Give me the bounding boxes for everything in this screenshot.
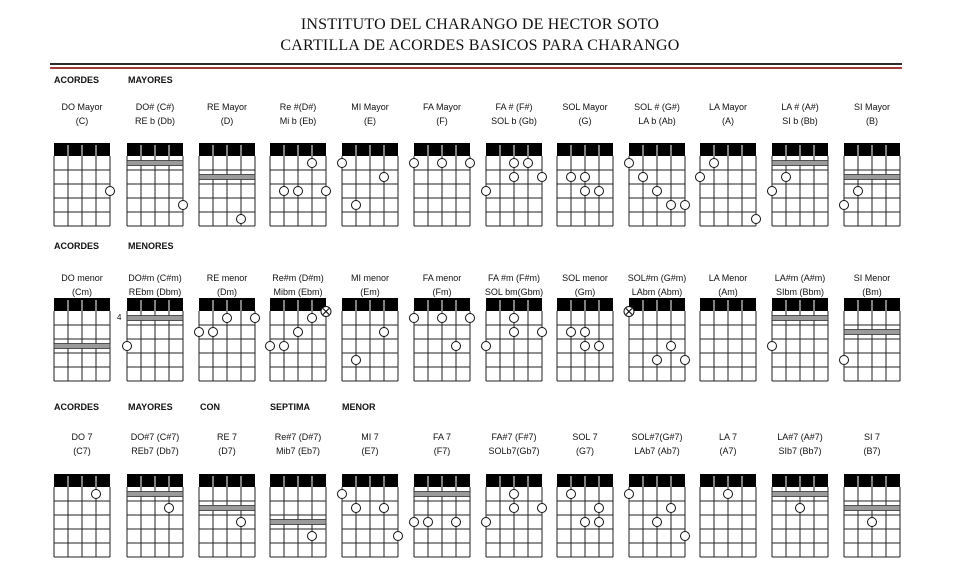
chord-name: FA 7 xyxy=(432,432,451,442)
chord-diagram xyxy=(341,474,399,559)
finger-dot xyxy=(524,159,533,168)
chord-name: LA 7 xyxy=(718,432,738,442)
chord-name: SOL#m (G#m) xyxy=(627,273,687,283)
finger-dot xyxy=(510,173,519,182)
finger-dot xyxy=(581,173,590,182)
chord-alt-name: Mi b (Eb) xyxy=(279,116,317,126)
finger-dot xyxy=(338,159,347,168)
chord-alt-name: (D7) xyxy=(218,446,236,456)
finger-dot xyxy=(595,518,604,527)
section-header: ACORDES xyxy=(54,402,100,412)
chord-diagram xyxy=(198,474,256,559)
finger-dot xyxy=(510,328,519,337)
chord-name: RE 7 xyxy=(216,432,237,442)
muted-string-mark xyxy=(321,307,331,317)
finger-dot xyxy=(782,173,791,182)
barre-bar xyxy=(199,175,255,180)
finger-dot xyxy=(567,173,576,182)
finger-dot xyxy=(653,356,662,365)
finger-dot xyxy=(482,518,491,527)
chord-diagram xyxy=(556,143,614,228)
chord-name: LA # (A#) xyxy=(781,102,819,112)
finger-dot xyxy=(280,187,289,196)
finger-dot xyxy=(510,159,519,168)
chord-diagram xyxy=(699,143,757,228)
section-header: MENORES xyxy=(128,241,174,251)
divider-dark xyxy=(50,63,902,65)
finger-dot xyxy=(625,159,634,168)
chord-diagram xyxy=(341,298,399,383)
chord-diagram xyxy=(126,143,184,228)
chord-diagram xyxy=(485,474,543,559)
fret-number: 4 xyxy=(117,313,122,322)
chord-alt-name: LAbm (Abm) xyxy=(631,287,683,297)
finger-dot xyxy=(338,490,347,499)
finger-dot xyxy=(581,342,590,351)
finger-dot xyxy=(223,314,232,323)
chord-diagram xyxy=(843,143,901,228)
chord-alt-name: REb7 (Db7) xyxy=(131,446,179,456)
finger-dot xyxy=(92,490,101,499)
chord-alt-name: Mib7 (Eb7) xyxy=(275,446,320,456)
chord-alt-name: (B) xyxy=(866,116,878,126)
finger-dot xyxy=(538,173,547,182)
chord-alt-name: (Cm) xyxy=(72,287,92,297)
finger-dot xyxy=(538,328,547,337)
chord-name: DO menor xyxy=(61,273,103,283)
chord-diagram xyxy=(556,474,614,559)
finger-dot xyxy=(681,201,690,210)
section-header: ACORDES xyxy=(54,75,100,85)
chord-diagram xyxy=(198,143,256,228)
finger-dot xyxy=(595,342,604,351)
chord-alt-name: SOL b (Gb) xyxy=(491,116,537,126)
chord-alt-name: (C7) xyxy=(73,446,91,456)
finger-dot xyxy=(639,173,648,182)
chord-alt-name: (Dm) xyxy=(217,287,237,297)
chord-name: SOL 7 xyxy=(572,432,598,442)
chord-name: FA menor xyxy=(422,273,462,283)
chord-diagram xyxy=(771,298,829,383)
finger-dot xyxy=(667,342,676,351)
section-header: MENOR xyxy=(342,402,376,412)
chord-alt-name: Mibm (Ebm) xyxy=(273,287,323,297)
finger-dot xyxy=(581,328,590,337)
finger-dot xyxy=(380,173,389,182)
finger-dot xyxy=(653,518,662,527)
chord-alt-name: (D) xyxy=(220,116,234,126)
chord-name: FA#7 (F#7) xyxy=(491,432,537,442)
chord-name: MI 7 xyxy=(361,432,379,442)
finger-dot xyxy=(280,342,289,351)
chord-alt-name: (F) xyxy=(436,116,448,126)
section-header: MAYORES xyxy=(128,402,173,412)
finger-dot xyxy=(667,201,676,210)
barre-bar xyxy=(54,344,110,349)
chord-name: MI menor xyxy=(350,273,389,283)
finger-dot xyxy=(482,342,491,351)
chord-alt-name: SOLb7(Gb7) xyxy=(488,446,540,456)
chord-diagram xyxy=(628,143,686,228)
chord-alt-name: REbm (Dbm) xyxy=(128,287,182,297)
chord-name: SI Menor xyxy=(853,273,891,283)
barre-bar xyxy=(127,492,183,497)
chord-diagram xyxy=(628,298,686,383)
finger-dot xyxy=(466,159,475,168)
chord-name: LA Menor xyxy=(708,273,748,283)
chord-alt-name: (A) xyxy=(722,116,734,126)
finger-dot xyxy=(868,518,877,527)
chord-alt-name: (Fm) xyxy=(432,287,452,297)
chord-alt-name: (Gm) xyxy=(574,287,596,297)
finger-dot xyxy=(538,504,547,513)
chord-diagram xyxy=(126,474,184,559)
chord-alt-name: (A7) xyxy=(719,446,737,456)
barre-bar xyxy=(127,161,183,166)
chord-diagram xyxy=(413,474,471,559)
chord-name: SI 7 xyxy=(863,432,880,442)
chord-diagram xyxy=(843,298,901,383)
chord-diagram xyxy=(771,143,829,228)
chord-name: FA #m (F#m) xyxy=(487,273,540,283)
finger-dot xyxy=(380,504,389,513)
finger-dot xyxy=(438,159,447,168)
chord-name: SOL#7(G#7) xyxy=(631,432,683,442)
finger-dot xyxy=(294,328,303,337)
finger-dot xyxy=(581,518,590,527)
chord-name: SI Mayor xyxy=(853,102,890,112)
section-header: MAYORES xyxy=(128,75,173,85)
finger-dot xyxy=(237,518,246,527)
chord-alt-name: (C) xyxy=(75,116,89,126)
finger-dot xyxy=(840,356,849,365)
chord-alt-name: (F7) xyxy=(433,446,451,456)
finger-dot xyxy=(796,504,805,513)
finger-dot xyxy=(667,504,676,513)
finger-dot xyxy=(352,356,361,365)
barre-bar xyxy=(844,175,900,180)
page-title: INSTITUTO DEL CHARANGO DE HECTOR SOTO xyxy=(300,16,660,33)
finger-dot xyxy=(510,314,519,323)
finger-dot xyxy=(380,328,389,337)
chord-name: Re#m (D#m) xyxy=(272,273,324,283)
chord-alt-name: (E) xyxy=(364,116,376,126)
chord-diagram xyxy=(413,143,471,228)
barre-bar xyxy=(844,330,900,335)
finger-dot xyxy=(308,159,317,168)
finger-dot xyxy=(482,187,491,196)
chord-diagram xyxy=(485,143,543,228)
finger-dot xyxy=(294,187,303,196)
finger-dot xyxy=(625,490,634,499)
barre-bar xyxy=(772,316,828,321)
chord-diagram xyxy=(413,298,471,383)
finger-dot xyxy=(410,518,419,527)
chord-diagram xyxy=(628,474,686,559)
divider-red xyxy=(50,67,902,69)
finger-dot xyxy=(595,187,604,196)
finger-dot xyxy=(452,518,461,527)
chord-alt-name: SIbm (Bbm) xyxy=(775,287,824,297)
barre-bar xyxy=(772,492,828,497)
chord-name: RE Mayor xyxy=(206,102,247,112)
finger-dot xyxy=(209,328,218,337)
chord-diagram xyxy=(771,474,829,559)
barre-bar xyxy=(270,520,326,525)
finger-dot xyxy=(752,215,761,224)
chord-name: SOL # (G#) xyxy=(634,102,680,112)
chord-alt-name: LAb7 (Ab7) xyxy=(634,446,680,456)
finger-dot xyxy=(352,201,361,210)
chord-diagram xyxy=(53,298,111,383)
finger-dot xyxy=(195,328,204,337)
chord-alt-name: LA b (Ab) xyxy=(638,116,676,126)
chord-label xyxy=(826,100,918,128)
chord-diagram xyxy=(53,474,111,559)
chord-name: RE menor xyxy=(206,273,248,283)
finger-dot xyxy=(510,504,519,513)
finger-dot xyxy=(466,314,475,323)
chord-alt-name: SIb7 (Bb7) xyxy=(778,446,822,456)
finger-dot xyxy=(653,187,662,196)
chord-diagram xyxy=(126,298,184,383)
chord-alt-name: RE b (Db) xyxy=(134,116,175,126)
chord-name: DO# (C#) xyxy=(135,102,175,112)
chord-name: LA#m (A#m) xyxy=(774,273,826,283)
chord-diagram xyxy=(198,298,256,383)
finger-dot xyxy=(251,314,260,323)
chord-diagram xyxy=(843,474,901,559)
finger-dot xyxy=(854,187,863,196)
finger-dot xyxy=(840,201,849,210)
chord-alt-name: SOL bm(Gbm) xyxy=(484,287,544,297)
finger-dot xyxy=(123,342,132,351)
finger-dot xyxy=(438,314,447,323)
finger-dot xyxy=(237,215,246,224)
finger-dot xyxy=(410,159,419,168)
finger-dot xyxy=(768,187,777,196)
finger-dot xyxy=(266,342,275,351)
barre-bar xyxy=(844,506,900,511)
finger-dot xyxy=(106,187,115,196)
chord-alt-name: (Em) xyxy=(360,287,380,297)
chord-diagram xyxy=(485,298,543,383)
chord-name: MI Mayor xyxy=(351,102,389,112)
finger-dot xyxy=(424,518,433,527)
chord-alt-name: (G7) xyxy=(576,446,594,456)
chord-name: FA # (F#) xyxy=(495,102,533,112)
chord-label xyxy=(826,430,918,458)
chord-diagram xyxy=(269,143,327,228)
finger-dot xyxy=(710,159,719,168)
finger-dot xyxy=(724,490,733,499)
finger-dot xyxy=(595,504,604,513)
chord-name: DO Mayor xyxy=(61,102,103,112)
chord-diagram xyxy=(556,298,614,383)
page-subtitle: CARTILLA DE ACORDES BASICOS PARA CHARANGO xyxy=(280,37,680,54)
section-header: SEPTIMA xyxy=(270,402,311,412)
chord-name: DO#m (C#m) xyxy=(128,273,182,283)
finger-dot xyxy=(567,490,576,499)
finger-dot xyxy=(308,532,317,541)
chord-name: SOL menor xyxy=(562,273,608,283)
finger-dot xyxy=(410,314,419,323)
barre-bar xyxy=(199,506,255,511)
chord-diagram xyxy=(341,143,399,228)
finger-dot xyxy=(681,532,690,541)
finger-dot xyxy=(581,187,590,196)
barre-bar xyxy=(414,492,470,497)
muted-string-mark xyxy=(624,307,634,317)
finger-dot xyxy=(452,342,461,351)
section-header: ACORDES xyxy=(54,241,100,251)
chord-diagram xyxy=(699,298,757,383)
finger-dot xyxy=(768,342,777,351)
chord-alt-name: (E7) xyxy=(361,446,379,456)
finger-dot xyxy=(510,490,519,499)
finger-dot xyxy=(308,314,317,323)
finger-dot xyxy=(394,532,403,541)
chord-name: LA#7 (A#7) xyxy=(777,432,823,442)
chord-diagram xyxy=(269,474,327,559)
barre-bar xyxy=(127,316,183,321)
chord-alt-name: (Bm) xyxy=(862,287,882,297)
chord-diagram xyxy=(699,474,757,559)
finger-dot xyxy=(165,504,174,513)
chord-diagram xyxy=(53,143,111,228)
chord-name: Re#7 (D#7) xyxy=(274,432,322,442)
chord-alt-name: (G) xyxy=(578,116,592,126)
chord-alt-name: SI b (Bb) xyxy=(782,116,818,126)
chord-name: DO 7 xyxy=(71,432,93,442)
chord-alt-name: (Am) xyxy=(718,287,738,297)
chord-name: LA Mayor xyxy=(708,102,748,112)
finger-dot xyxy=(179,201,188,210)
chord-name: SOL Mayor xyxy=(562,102,608,112)
finger-dot xyxy=(567,328,576,337)
chord-name: Re #(D#) xyxy=(279,102,317,112)
finger-dot xyxy=(696,173,705,182)
chord-name: DO#7 (C#7) xyxy=(130,432,180,442)
finger-dot xyxy=(681,356,690,365)
section-header: CON xyxy=(200,402,220,412)
finger-dot xyxy=(322,187,331,196)
barre-bar xyxy=(772,161,828,166)
chord-diagram xyxy=(269,298,327,383)
chord-label xyxy=(826,271,918,299)
finger-dot xyxy=(352,504,361,513)
chord-name: FA Mayor xyxy=(422,102,461,112)
chord-alt-name: (B7) xyxy=(863,446,881,456)
